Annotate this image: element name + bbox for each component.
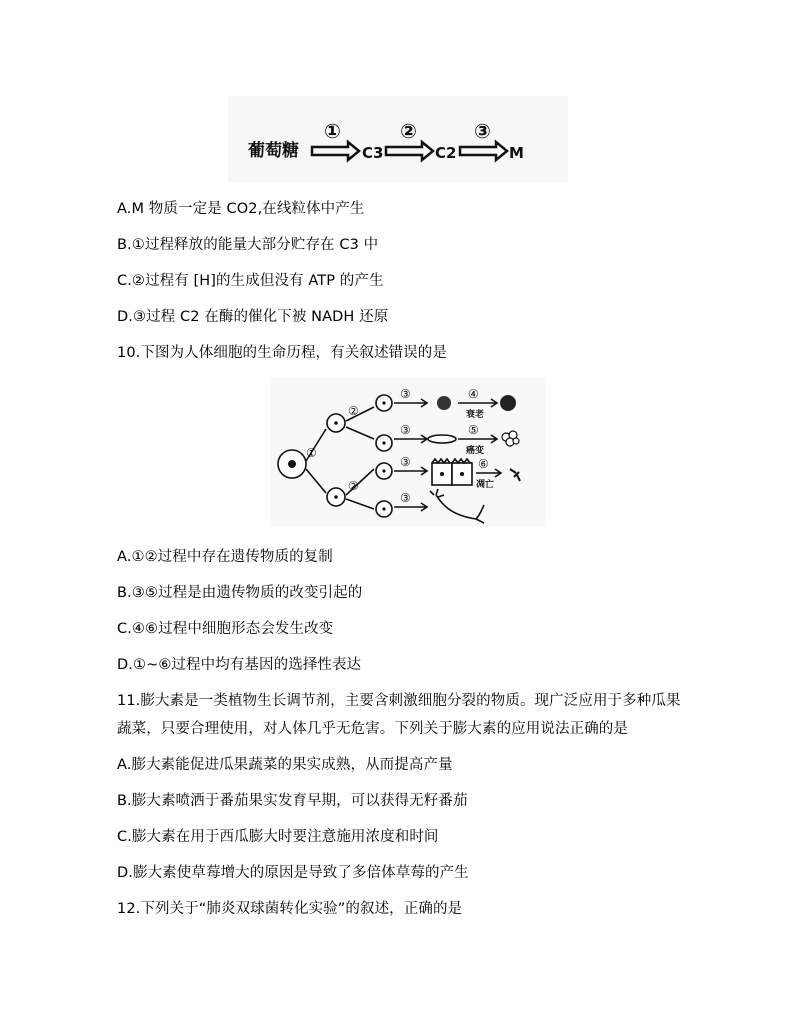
- marker-3-a: ③: [400, 387, 411, 401]
- c3-label: C3: [362, 144, 384, 162]
- q9-option-a: A.M 物质一定是 CO2,在线粒体中产生: [117, 201, 365, 217]
- glucose-label: 葡萄糖: [248, 141, 299, 161]
- q10-option-c: C.④⑥过程中细胞形态会发生改变: [117, 621, 334, 637]
- marker-3-b: ③: [400, 423, 411, 437]
- cell-life-history-figure: [270, 377, 546, 527]
- q11-stem-line1: 11.膨大素是一类植物生长调节剂，主要含刺激细胞分裂的物质。现广泛应用于多种瓜果: [117, 693, 681, 709]
- marker-6: ⑥: [478, 457, 489, 471]
- q11-option-a: A.膨大素能促进瓜果蔬菜的果实成熟，从而提高产量: [117, 757, 453, 773]
- aging-label: 衰老: [466, 410, 485, 420]
- marker-2-lower: ②: [348, 479, 359, 493]
- q10-option-b: B.③⑤过程是由遗传物质的改变引起的: [117, 585, 363, 601]
- marker-3-c: ③: [400, 455, 411, 469]
- q12-stem: 12.下列关于“肺炎双球菌转化实验”的叙述，正确的是: [117, 901, 463, 917]
- marker-1: ①: [306, 446, 317, 460]
- c2-label: C2: [435, 144, 457, 162]
- pathway-diagram: [228, 96, 568, 182]
- marker-3-d: ③: [400, 491, 411, 505]
- q9-option-c: C.②过程有 [H]的生成但没有 ATP 的产生: [117, 273, 384, 289]
- q9-option-b: B.①过程释放的能量大部分贮存在 C3 中: [117, 237, 379, 253]
- apoptosis-label: 凋亡: [476, 480, 495, 490]
- marker-5: ⑤: [468, 423, 479, 437]
- marker-4: ④: [468, 387, 479, 401]
- step-1-marker: ①: [324, 119, 341, 143]
- step-3-marker: ③: [474, 119, 491, 143]
- q11-option-c: C.膨大素在用于西瓜膨大时要注意施用浓度和时间: [117, 829, 439, 845]
- cancer-label: 癌变: [466, 446, 485, 456]
- glucose-pathway-figure: [228, 96, 568, 182]
- q10-option-a: A.①②过程中存在遗传物质的复制: [117, 549, 333, 565]
- step-2-marker: ②: [400, 119, 417, 143]
- q11-stem-line2: 蔬菜，只要合理使用，对人体几乎无危害。下列关于膨大素的应用说法正确的是: [117, 721, 628, 737]
- q9-option-d: D.③过程 C2 在酶的催化下被 NADH 还原: [117, 309, 389, 325]
- q11-option-b: B.膨大素喷洒于番茄果实发育早期，可以获得无籽番茄: [117, 793, 468, 809]
- q11-option-d: D.膨大素使草莓增大的原因是导致了多倍体草莓的产生: [117, 865, 469, 881]
- q10-option-d: D.①~⑥过程中均有基因的选择性表达: [117, 657, 362, 673]
- m-label: M: [509, 144, 524, 162]
- marker-2-upper: ②: [348, 404, 359, 418]
- cell-diagram: [270, 377, 546, 527]
- q10-stem: 10.下图为人体细胞的生命历程，有关叙述错误的是: [117, 345, 447, 361]
